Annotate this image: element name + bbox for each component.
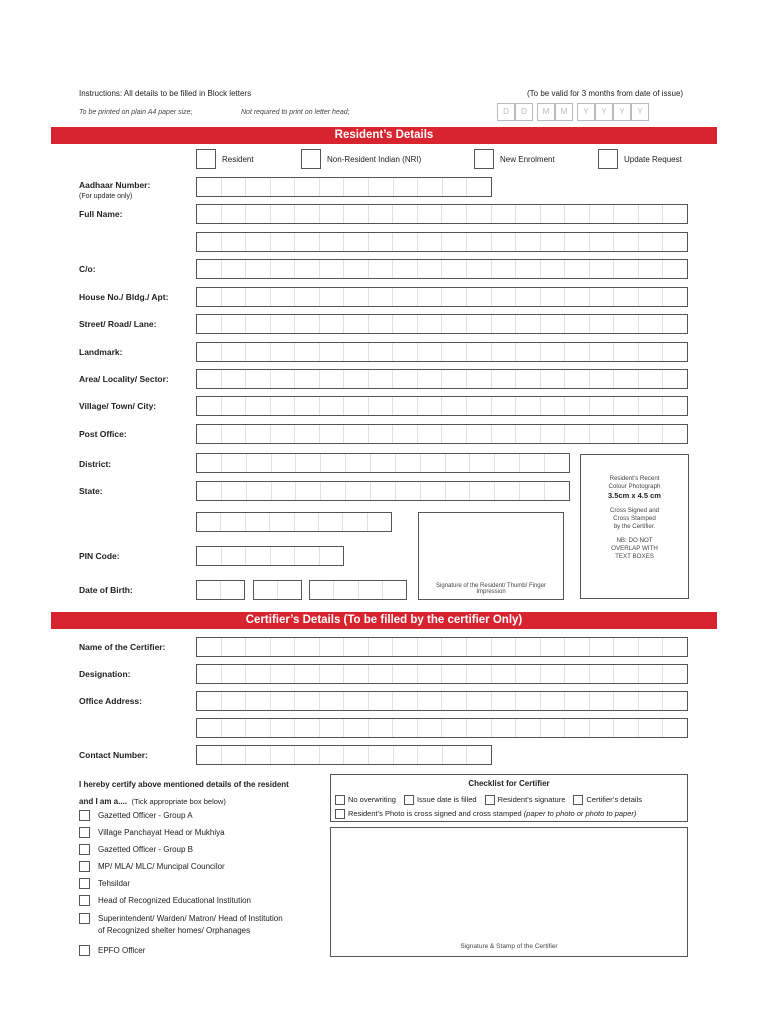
resident-label: Resident [222, 155, 254, 164]
option-label: EPFO Officer [98, 946, 146, 955]
photo-nb1: NB: DO NOT [616, 537, 653, 544]
photo-line2: Colour Photograph [608, 483, 661, 490]
option-checkbox[interactable] [79, 878, 90, 889]
aadhaar-label: Aadhaar Number: [79, 180, 151, 190]
option-label: Superintendent/ Warden/ Matron/ Head of Institution [98, 914, 283, 923]
full-name-input[interactable] [196, 204, 688, 224]
state-input[interactable] [196, 481, 570, 501]
dob-day-input[interactable] [196, 580, 245, 600]
print-note: To be printed on plain A4 paper size; [79, 109, 193, 116]
designation-label: Designation: [79, 669, 131, 679]
checklist-item: Resident’s signature [485, 795, 566, 805]
designation-input[interactable] [196, 664, 688, 684]
letterhead-note: Not required to print on letter head; [241, 109, 350, 116]
option-label: Tehsildar [98, 879, 131, 888]
certify-line1: I hereby certify above mentioned details of the resident [79, 780, 289, 789]
checklist-item: Issue date is filled [404, 795, 477, 805]
option-label: Gazetted Officer - Group A [98, 811, 193, 820]
certifiers-details-heading: Certifier’s Details (To be filled by the certifier Only) [51, 612, 717, 629]
office-address-label: Office Address: [79, 696, 142, 706]
option-checkbox[interactable] [79, 827, 90, 838]
post-office-label: Post Office: [79, 429, 127, 439]
office-address-input[interactable] [196, 691, 688, 711]
checklist-checkbox[interactable] [485, 795, 495, 805]
photo-cross3: by the Certifier. [613, 523, 656, 530]
residents-details-heading: Resident’s Details [51, 127, 717, 144]
photo-size: 3.5cm x 4.5 cm [608, 491, 661, 500]
checklist-checkbox[interactable] [573, 795, 583, 805]
village-input[interactable] [196, 396, 688, 416]
house-input[interactable] [196, 287, 688, 307]
date-cell[interactable]: D [497, 103, 515, 121]
resident-checkbox[interactable] [196, 149, 216, 169]
pin-code-label: PIN Code: [79, 551, 120, 561]
option-label: Head of Recognized Educational Institution [98, 896, 251, 905]
nri-checkbox[interactable] [301, 149, 321, 169]
date-cell[interactable]: Y [631, 103, 649, 121]
option-label: MP/ MLA/ MLC/ Muncipal Councilor [98, 862, 225, 871]
contact-number-input[interactable] [196, 745, 492, 765]
option-label: Village Panchayat Head or Mukhiya [98, 828, 225, 837]
date-cell[interactable]: D [515, 103, 533, 121]
option-checkbox[interactable] [79, 895, 90, 906]
village-label: Village/ Town/ City: [79, 401, 157, 411]
aadhaar-input[interactable] [196, 177, 492, 197]
photo-checklist-label: Resident’s Photo is cross signed and cross stamped [348, 809, 522, 818]
photo-nb2: OVERLAP WITH [611, 545, 658, 552]
photo-checklist-checkbox[interactable] [335, 809, 345, 819]
checklist-checkbox[interactable] [335, 795, 345, 805]
certifier-name-input[interactable] [196, 637, 688, 657]
office-address-input-line2[interactable] [196, 718, 688, 738]
date-cell[interactable]: Y [577, 103, 595, 121]
certify-tick-note: (Tick appropriate box below) [131, 797, 226, 806]
dob-month-input[interactable] [253, 580, 302, 600]
district-label: District: [79, 459, 112, 469]
aadhaar-sub-label: (For update only) [79, 193, 133, 200]
landmark-label: Landmark: [79, 347, 123, 357]
district-input[interactable] [196, 453, 570, 473]
contact-number-label: Contact Number: [79, 750, 148, 760]
co-input[interactable] [196, 259, 688, 279]
area-label: Area/ Locality/ Sector: [79, 374, 169, 384]
post-office-input[interactable] [196, 424, 688, 444]
checklist-checkbox[interactable] [404, 795, 414, 805]
certifier-stamp-box[interactable] [330, 827, 688, 957]
validity-text: (To be valid for 3 months from date of issue) [527, 89, 684, 98]
pin-code-input[interactable] [196, 546, 344, 566]
date-cell[interactable]: M [555, 103, 573, 121]
stamp-caption: Signature & Stamp of the Certifier [460, 943, 558, 950]
option-checkbox[interactable] [79, 810, 90, 821]
state-label: State: [79, 486, 103, 496]
option-label: Gazetted Officer - Group B [98, 845, 194, 854]
photo-cross1: Cross Signed and [609, 507, 660, 514]
option-label-continued: of Recognized shelter homes/ Orphanages [98, 926, 251, 935]
checklist-title: Checklist for Certifier [468, 779, 550, 788]
resident-signature-box[interactable] [418, 512, 564, 600]
full-name-label: Full Name: [79, 209, 123, 219]
nri-label: Non-Resident Indian (NRI) [327, 155, 422, 164]
instructions-text: Instructions: All details to be filled in Block letters [79, 89, 252, 98]
certify-line2: and I am a.... [79, 797, 128, 806]
photo-nb3: TEXT BOXES [615, 553, 654, 560]
checklist-item: No overwriting [335, 795, 396, 805]
option-checkbox[interactable] [79, 913, 90, 924]
update-request-label: Update Request [624, 155, 682, 164]
new-enrolment-label: New Enrolment [500, 155, 555, 164]
update-request-checkbox[interactable] [598, 149, 618, 169]
photo-cross2: Cross Stamped [613, 515, 656, 522]
date-cell[interactable]: Y [613, 103, 631, 121]
issue-date-field[interactable] [497, 103, 649, 121]
full-name-input-line2[interactable] [196, 232, 688, 252]
date-cell[interactable]: Y [595, 103, 613, 121]
checklist-item: Certifier’s details [573, 795, 642, 805]
landmark-input[interactable] [196, 342, 688, 362]
photo-line1: Resident's Recent [609, 475, 660, 482]
dob-label: Date of Birth: [79, 585, 133, 595]
dob-year-input[interactable] [309, 580, 407, 600]
option-checkbox[interactable] [79, 861, 90, 872]
new-enrolment-checkbox[interactable] [474, 149, 494, 169]
house-label: House No./ Bldg./ Apt: [79, 292, 169, 302]
option-checkbox[interactable] [79, 945, 90, 956]
photo-box[interactable] [580, 454, 689, 599]
signature-caption: Signature of the Resident/ Thumb/ Finger Impression [436, 583, 546, 595]
photo-checklist-note: (paper to photo or photo to paper) [523, 809, 637, 818]
co-label: C/o: [79, 264, 96, 274]
checklist-box [330, 774, 688, 822]
certifier-name-label: Name of the Certifier: [79, 642, 166, 652]
street-input[interactable] [196, 314, 688, 334]
date-cell[interactable]: M [537, 103, 555, 121]
street-label: Street/ Road/ Lane: [79, 319, 157, 329]
state-input-line2[interactable] [196, 512, 392, 532]
option-checkbox[interactable] [79, 844, 90, 855]
area-input[interactable] [196, 369, 688, 389]
